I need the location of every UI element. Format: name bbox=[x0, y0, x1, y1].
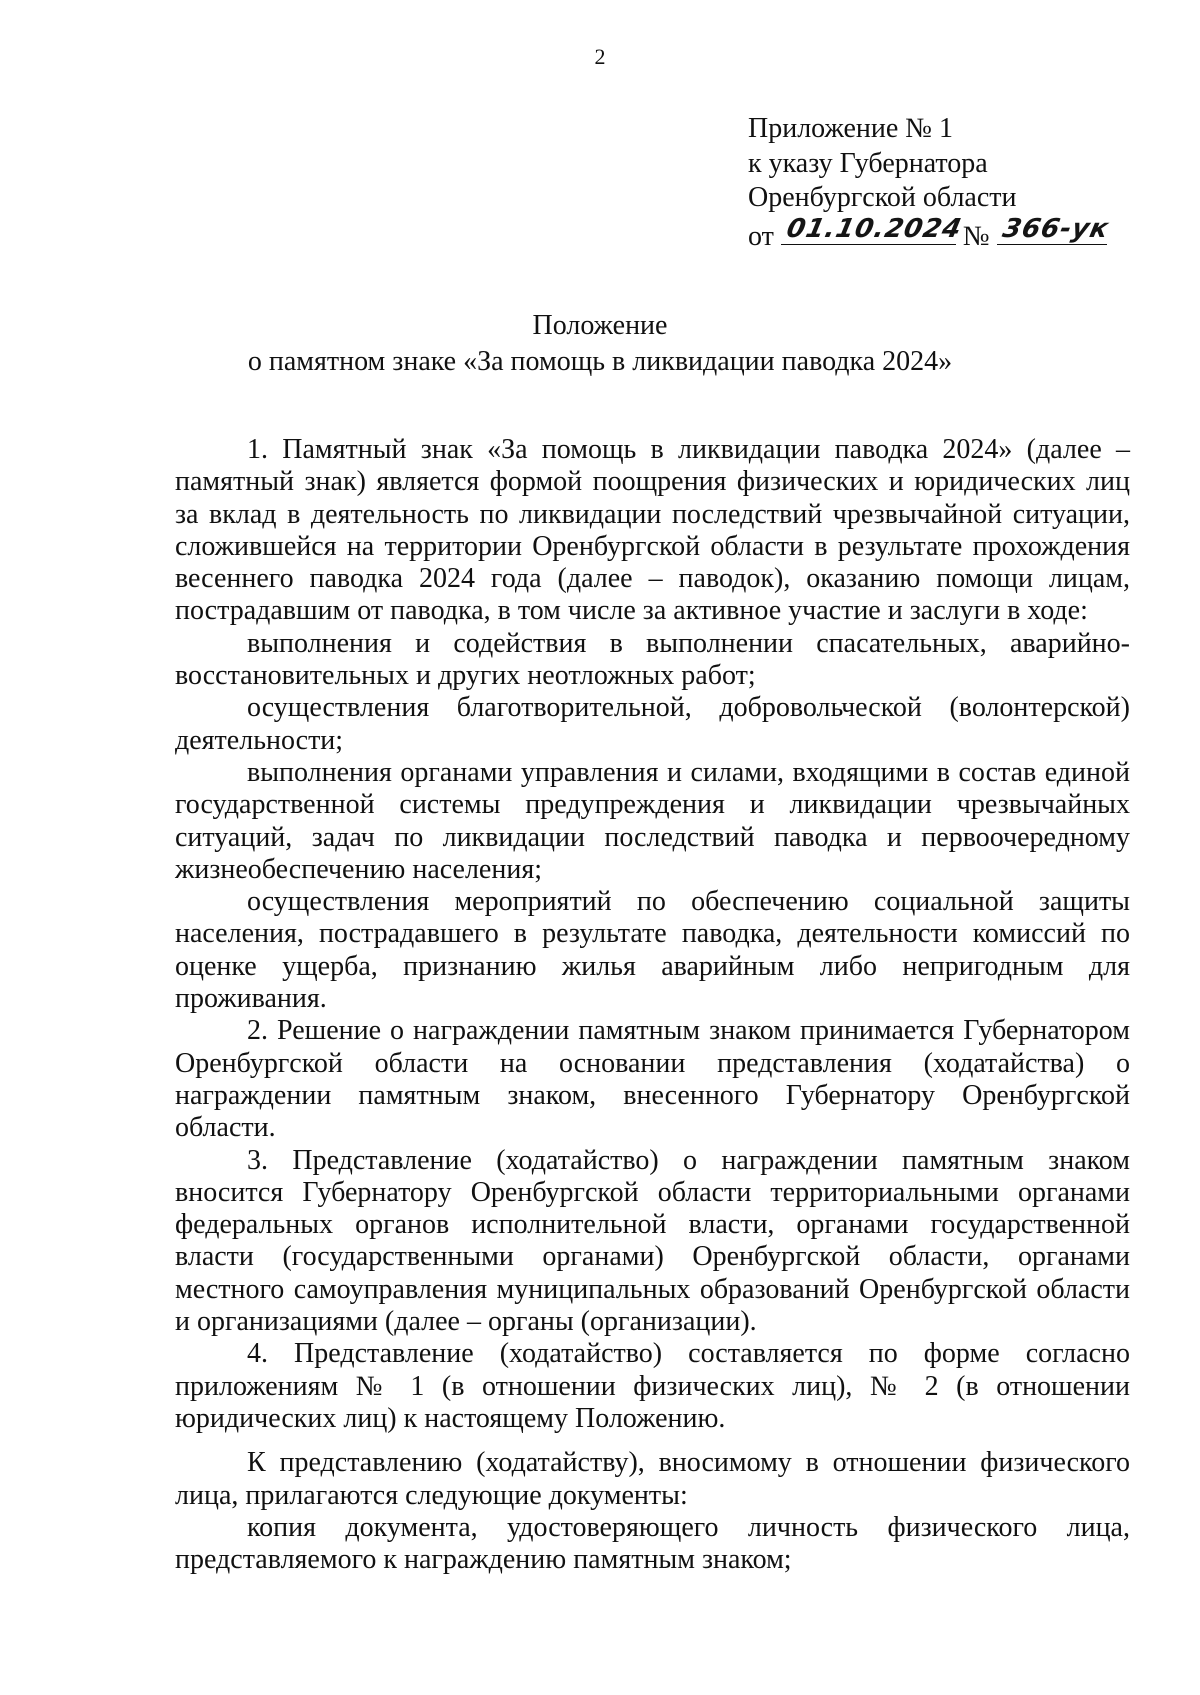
handwritten-number: 366-ук bbox=[999, 214, 1112, 244]
handwritten-date: 01.10.2024 bbox=[783, 214, 965, 244]
document-subheading: о памятном знаке «За помощь в ликвидации паводка 2024» bbox=[247, 346, 953, 377]
appendix-block bbox=[748, 112, 1112, 254]
paragraph-identity-copy: копия документа, удостоверяющего личность физического лица, представляемого к награждению памятным знаком; bbox=[175, 1511, 1130, 1576]
paragraph-charity: осуществления благотворительной, добровольческой (волонтерской) деятельности; bbox=[175, 692, 1130, 756]
document-title-block bbox=[0, 308, 1200, 380]
date-field bbox=[781, 214, 965, 245]
paragraph-3: 3. Представление (ходатайство) о награждении памятным знаком вносится Губернатору Оренбургской области территориальными органами федеральных органов исполнительной власти, органами государственной власти (государственными органами) Оренбургской области, органами местного самоуправления муниципальных образований Оренбургской области и организациями (далее – органы (организации). bbox=[175, 1144, 1130, 1338]
paragraph-1: 1. Памятный знак «За помощь в ликвидации паводка 2024» (далее – памятный знак) является формой поощрения физических и юридических лиц за вклад в деятельность по ликвидации последствий чрезвычайной ситуации, сложившейся на территории Оренбургской области в результате прохождения весеннего паводка 2024 года (далее – паводок), оказанию помощи лицам, пострадавшим от паводка, в том числе за активное участие и заслуги в ходе: bbox=[175, 434, 1130, 627]
paragraph-documents-intro: К представлению (ходатайству), вносимому в отношении физического лица, прилагаются следующие документы: bbox=[175, 1447, 1130, 1511]
date-prefix: от bbox=[748, 220, 774, 252]
paragraph-rescue-works: выполнения и содействия в выполнении спасательных, аварийно-восстановительных и других неотложных работ; bbox=[175, 627, 1130, 692]
appendix-date-line bbox=[748, 214, 1112, 255]
appendix-line-3: Оренбургской области bbox=[748, 182, 1017, 213]
document-body bbox=[175, 434, 1130, 1576]
document-heading: Положение bbox=[532, 310, 668, 341]
paragraph-4: 4. Представление (ходатайство) составляется по форме согласно приложениям № 1 (в отношении физических лиц), № 2 (в отношении юридических лиц) к настоящему Положению. bbox=[175, 1338, 1130, 1434]
appendix-line-2: к указу Губернатора bbox=[748, 147, 988, 179]
number-prefix: № bbox=[962, 220, 990, 252]
paragraph-2: 2. Решение о награждении памятным знаком принимается Губернатором Оренбургской области на основании представления (ходатайства) о награждении памятным знаком, внесенного Губернатору Оренбургской области. bbox=[175, 1015, 1130, 1144]
paragraph-social-protection: осуществления мероприятий по обеспечению социальной защиты населения, пострадавшего в результате паводка, деятельности комиссий по оценке ущерба, признанию жилья аварийным либо непригодным для проживания. bbox=[175, 886, 1130, 1015]
appendix-line-1: Приложение № 1 bbox=[748, 113, 953, 144]
paragraph-emergency-system: выполнения органами управления и силами, входящими в состав единой государственной системы предупреждения и ликвидации чрезвычайных ситуаций, задач по ликвидации последствий паводка и первоочередному жизнеобеспечению населения; bbox=[175, 756, 1130, 885]
number-field bbox=[997, 214, 1112, 245]
page-number: 2 bbox=[594, 44, 606, 69]
